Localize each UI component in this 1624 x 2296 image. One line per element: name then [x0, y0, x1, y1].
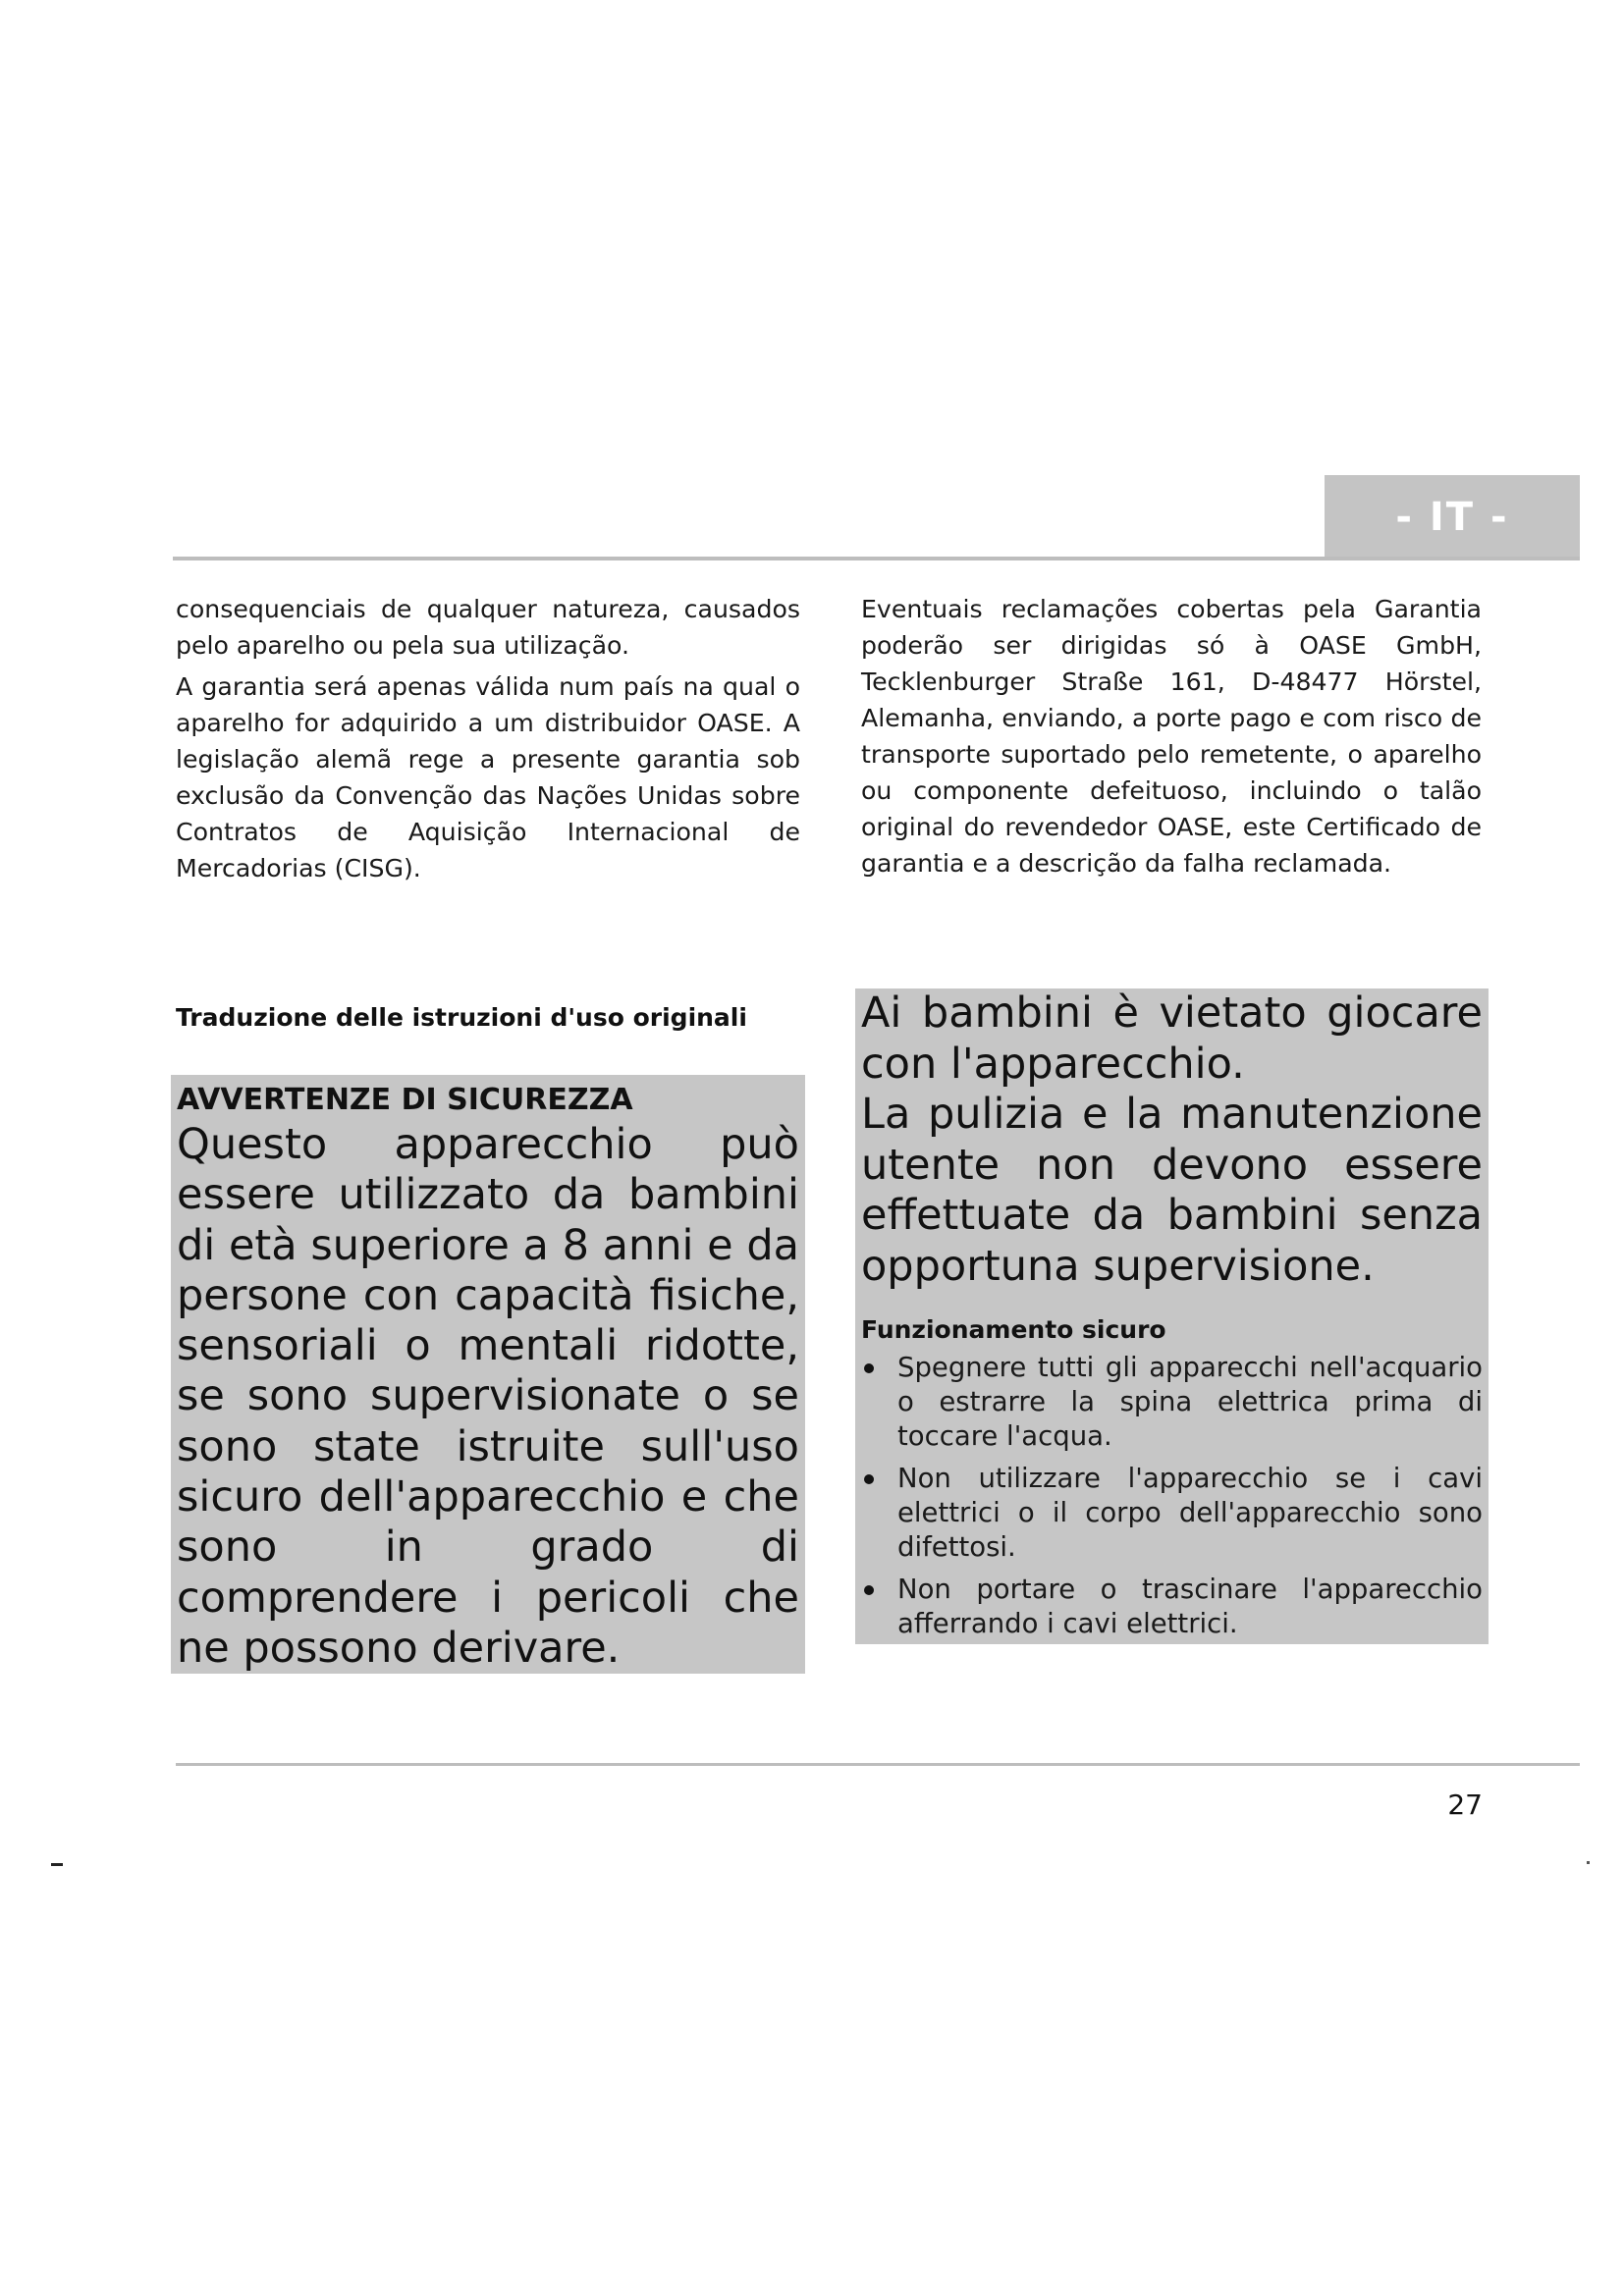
bullet-icon — [864, 1474, 874, 1484]
children-play-notice: Ai bambini è vietato giocare con l'apparecchio. — [861, 988, 1483, 1089]
language-tab-label: - IT - — [1395, 495, 1509, 540]
list-item — [861, 1351, 1483, 1454]
safe-operation-heading: Funzionamento sicuro — [861, 1315, 1166, 1344]
header-divider — [173, 557, 1580, 561]
warranty-paragraph-claims: Eventuais reclamações cobertas pela Garantia poderão ser dirigidas só à OASE GmbH, Tecklenburger Straße 161, D-48477 Hörstel, Alemanha, enviando, a porte pago e com risco de transporte suportado pelo remetente, o aparelho ou componente defeituoso, incluindo o talão original do revendedor OASE, este Certificado de garantia e a descrição da falha reclamada. — [861, 595, 1482, 878]
children-safety-box — [855, 988, 1489, 1644]
children-cleaning-notice: La pulizia e la manutenzione utente non devono essere effettuate da bambini senza opportuna supervisione. — [861, 1090, 1483, 1291]
translation-heading: Traduzione delle istruzioni d'uso originali — [176, 1003, 747, 1032]
list-item-text: Spegnere tutti gli apparecchi nell'acquario o estrarre la spina elettrica prima di toccare l'acqua. — [897, 1352, 1483, 1452]
language-tab — [1325, 475, 1580, 560]
list-item — [861, 1462, 1483, 1565]
warranty-paragraph-validity: A garantia será apenas válida num país na qual o aparelho for adquirido a um distribuidor OASE. A legislação alemã rege a presente garantia sob exclusão da Convenção das Nações Unidas sobre Contratos de Aquisição Internacional de Mercadorias (CISG). — [176, 672, 800, 882]
scan-mark — [1587, 1861, 1590, 1864]
bullet-icon — [864, 1363, 874, 1373]
list-item-text: Non utilizzare l'apparecchio se i cavi elettrici o il corpo dell'apparecchio sono difettosi. — [897, 1463, 1483, 1563]
safety-warning-box — [171, 1075, 805, 1674]
safety-warning-text: Questo apparecchio può essere utilizzato da bambini di età superiore a 8 anni e da persone con capacità fisiche, sensoriali o mentali ridotte, se sono supervisionate o se sono state istruite sull'uso sicuro dell'apparecchio e che sono in grado di comprendere i pericoli che ne possono derivare. — [177, 1120, 799, 1673]
safety-warning-title: AVVERTENZE DI SICUREZZA — [177, 1083, 633, 1117]
page-number: 27 — [1447, 1789, 1483, 1821]
list-item-text: Non portare o trascinare l'apparecchio afferrando i cavi elettrici. — [897, 1574, 1483, 1639]
safe-operation-list — [861, 1351, 1483, 1641]
bullet-icon — [864, 1585, 874, 1595]
scan-mark — [51, 1863, 63, 1866]
footer-divider — [176, 1763, 1580, 1766]
list-item — [861, 1573, 1483, 1641]
warranty-paragraph-consequential: consequenciais de qualquer natureza, causados pelo aparelho ou pela sua utilização. — [176, 595, 800, 660]
